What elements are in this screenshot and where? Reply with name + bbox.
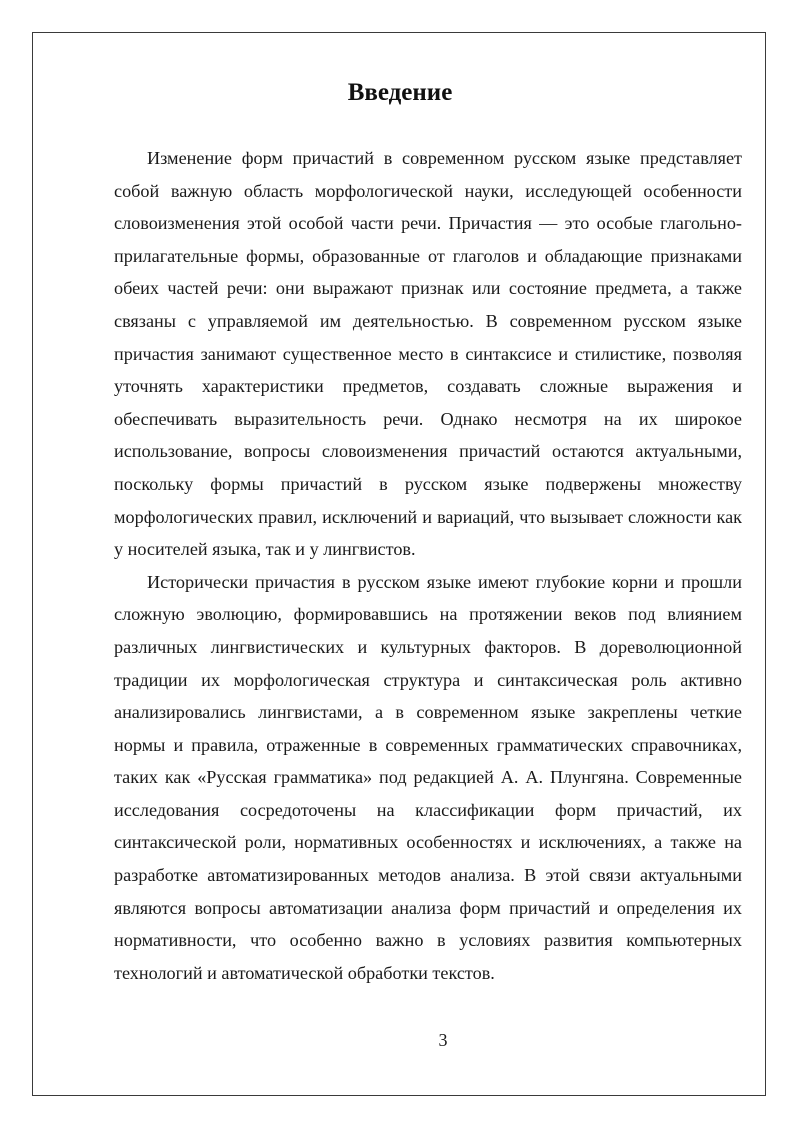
body-text	[114, 142, 742, 989]
page-number: 3	[438, 1030, 448, 1050]
paragraph-1: Изменение форм причастий в современном русском языке представляет собой важную область морфологической науки, исследующей особенности словоизменения этой особой части речи. Причастия — это особые глагольно-прилагательные формы, образованные от глаголов и обладающие признаками обеих частей речи: они выражают признак или состояние предмета, а также связаны с управляемой им деятельностью. В современном русском языке причастия занимают существенное место в синтаксисе и стилистике, позволяя уточнять характеристики предметов, создавать сложные выражения и обеспечивать выразительность речи. Однако несмотря на их широкое использование, вопросы словоизменения причастий остаются актуальными, поскольку формы причастий в русском языке подвержены множеству морфологических правил, исключений и вариаций, что вызывает сложности как у носителей языка, так и у лингвистов.	[114, 148, 742, 560]
page-title: Введение	[347, 79, 453, 106]
paragraph-2: Исторически причастия в русском языке имеют глубокие корни и прошли сложную эволюцию, формировавшись на протяжении веков под влиянием различных лингвистических и культурных факторов. В дореволюционной традиции их морфологическая структура и синтаксическая роль активно анализировались лингвистами, а в современном языке закреплены четкие нормы и правила, отраженные в современных грамматических справочниках, таких как «Русская грамматика» под редакцией А. А. Плунгяна. Современные исследования сосредоточены на классификации форм причастий, их синтаксической роли, нормативных особенностях и исключениях, а также на разработке автоматизированных методов анализа. В этой связи актуальными являются вопросы автоматизации анализа форм причастий и определения их нормативности, что особенно важно в условиях развития компьютерных технологий и автоматической обработки текстов.	[114, 571, 742, 983]
